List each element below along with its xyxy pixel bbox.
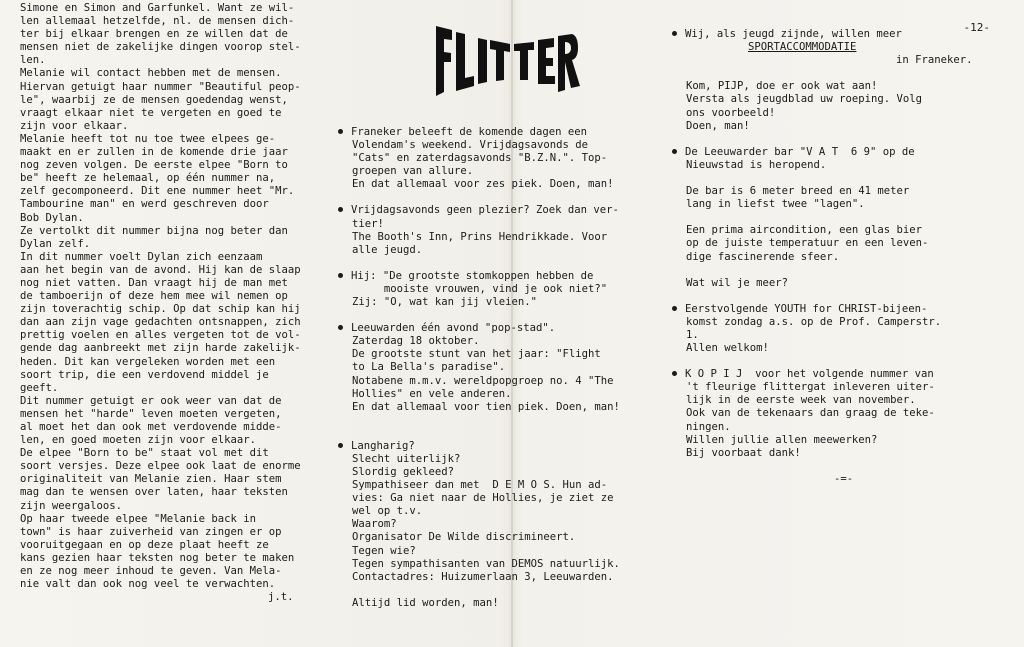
notice-line: The Booth's Inn, Prins Hendrikkade. Voor [352, 230, 608, 243]
notice-line: 1. [686, 328, 699, 341]
notice-line: lang in liefst twee "lagen". [686, 198, 865, 211]
notice-line: Vrijdagsavonds geen plezier? Zoek dan ver- [352, 204, 620, 217]
article-line: gende dag aanbreekt met zijn harde zakelijk- [20, 342, 301, 355]
notice-line: komst zondag a.s. op de Prof. Camperstr. [686, 315, 942, 328]
article-line: Bob Dylan. [20, 211, 84, 224]
article-line: le", waarbij ze de mensen goedendag wenst, [20, 93, 288, 106]
article-line: be" heeft ze helemaal, op één nummer na, [20, 172, 276, 185]
notice-line: alle jeugd. [352, 243, 423, 256]
notice-line: Franeker beleeft de komende dagen een [352, 126, 620, 139]
notice-line: SPORTACCOMMODATIE [748, 41, 857, 54]
article-line: Dylan zelf. [20, 237, 91, 250]
article-line: Simone en Simon and Garfunkel. Want ze wil- [20, 2, 295, 14]
article-line: geeft. [20, 381, 59, 394]
notice-line: 't fleurige flittergat inleveren uiter- [686, 381, 935, 394]
article-line: nie valt dan ook nog veel te verwachten. [20, 578, 276, 591]
article-line: originaliteit van Melanie zien. Haar stem [20, 473, 282, 486]
notice-line: op de juiste temperatuur en een leven- [686, 237, 929, 250]
notice-line: ningen. [686, 420, 731, 433]
notice-line: Een prima aircondition, een glas bier [686, 224, 922, 237]
notice-line: groepen van allure. [352, 165, 474, 178]
notice-line: vies: Ga niet naar de Hollies, je ziet ze [352, 492, 614, 505]
article-line: Op haar tweede elpee "Melanie back in [20, 512, 256, 525]
notice-line: Bij voorbaat dank! [686, 446, 801, 459]
notice-line: Organisator De Wilde discrimineert. [352, 531, 576, 544]
notice-line: Zaterdag 18 oktober. [352, 335, 480, 348]
bullet-icon [672, 306, 677, 311]
left-column [20, 2, 301, 604]
article-line: dan aan zijn vage gedachten ontsnappen, zich [20, 316, 301, 329]
article-line: Melanie wil contact hebben met de mensen. [20, 67, 282, 80]
article-line: prettig voelen en alles vergeten tot de vol- [20, 329, 301, 342]
notice-line: in Franeker. [896, 54, 973, 67]
article-line: en ze nog meer inhoud te geven. Van Mela- [20, 565, 282, 578]
article-line: In dit nummer voelt Dylan zich eenzaam [20, 250, 263, 263]
article-line: nog zeven volgen. De eerste elpee "Born to [20, 159, 288, 172]
notice-line: Wij, als jeugd zijnde, willen meer [686, 28, 973, 41]
notice-line: Contactadres: Huizumerlaan 3, Leeuwarden. [352, 570, 614, 583]
article-line: al moet het dan ook met verdovende midde- [20, 421, 282, 433]
article-line: heden. Dit kan vergeleken worden met een [20, 355, 276, 368]
notice-line: wel op t.v. [352, 505, 423, 518]
notice-line: Volendam's weekend. Vrijdagsavonds de [352, 139, 588, 152]
article-line: soort versjes. Deze elpee ook laat de enorme [20, 460, 301, 473]
notice-line: mooiste vrouwen, vind je ook niet?" [352, 282, 608, 295]
notice-line [686, 67, 973, 80]
page-number: -12- [963, 21, 990, 34]
notice-line: Waarom? [352, 518, 397, 531]
article-line: de tamboerijn of deze hem mee wil nemen op [20, 290, 288, 303]
article-line: Melanie heeft tot nu toe twee elpees ge- [20, 132, 276, 145]
notice-line: K O P I J voor het volgende nummer van [686, 368, 973, 381]
notice-line: Kom, PIJP, doe er ook wat aan! [686, 80, 878, 93]
bullet-icon [338, 129, 343, 134]
notice-line: En dat allemaal voor tien piek. Doen, man! [352, 400, 620, 413]
article-line: Dit nummer getuigt er ook weer van dat de [20, 394, 282, 407]
article-line: nog niet vatten. Dan vraagt hij de man met [20, 276, 288, 289]
article-line: De elpee "Born to be" staat vol met dit [20, 447, 269, 460]
notice-line: De Leeuwarder bar "V A T 6 9" op de [686, 146, 973, 159]
notice-line: Eerstvolgende YOUTH for CHRIST-bijeen- [686, 303, 973, 316]
article-line: len. [20, 54, 46, 67]
closing-mark: -=- [834, 472, 854, 485]
article-line: vooruitgegaan en op deze plaat heeft ze [20, 538, 269, 551]
flitters-logo [434, 20, 586, 102]
notice-line [686, 172, 973, 185]
notice-line: to La Bella's paradise". [352, 361, 506, 374]
article-line: zijn weergaloos. [20, 499, 123, 512]
bullet-icon [338, 325, 343, 330]
article-line: vraagt elkaar niet te vergeten en goed te [20, 106, 282, 119]
article-line: mag dan te wensen over laten, haar teksten [20, 486, 288, 499]
article-line: j.t. [268, 591, 294, 604]
notice-line: De grootste stunt van het jaar: "Flight [352, 348, 601, 361]
notice-line [352, 584, 620, 597]
bullet-icon [672, 149, 677, 154]
notice-line: Notabene m.m.v. wereldpopgroep no. 4 "The [352, 374, 614, 387]
notice-line [686, 264, 973, 277]
notice-line: dige fascinerende sfeer. [686, 250, 840, 263]
article-line: zelf gecomponeerd. Dit ene nummer heet "Mr. [20, 185, 295, 198]
article-line: soort trip, die een verdovend middel je [20, 368, 269, 381]
notice-line: Langharig? [352, 440, 620, 453]
article-line: Ze vertolkt dit nummer bijna nog beter dan [20, 224, 288, 237]
notice-line: Tegen sympathisanten van DEMOS natuurlijk. [352, 557, 620, 570]
notice-line: Hollies" en vele anderen. [352, 387, 512, 400]
article-line: mensen niet de zakelijke dingen voorop stel- [20, 41, 301, 54]
notice-line: Altijd lid worden, man! [352, 596, 499, 609]
article-line: zijn voor elkaar. [20, 119, 129, 132]
article-line: Tambourine man" en werd geschreven door [20, 198, 269, 211]
bullet-icon [338, 207, 343, 212]
notice-line: tier! [352, 217, 384, 230]
bullet-icon [338, 273, 343, 278]
notice-line: Slecht uiterlijk? [352, 452, 461, 465]
notice-line: lijk in de eerste week van november. [686, 394, 916, 407]
logo-text: FLITTERS [510, 100, 515, 101]
notice-line: Allen welkom! [686, 342, 769, 355]
bullet-icon [672, 31, 677, 36]
notice-line: Wat wil je meer? [686, 276, 789, 289]
article-line: len, en goed moeten zijn voor elkaar. [20, 434, 256, 447]
notice-line: Doen, man! [686, 119, 750, 132]
notice-line: Slordig gekleed? [352, 465, 455, 478]
article-line: ter bij elkaar brengen en ze willen dat de [20, 28, 288, 41]
article-line: Hiervan getuigt haar nummer "Beautiful peop- [20, 80, 301, 93]
notice-line: Sympathiseer dan met D E M O S. Hun ad- [352, 479, 608, 492]
notice-line: Willen jullie allen meewerken? [686, 433, 878, 446]
notice-line: Versta als jeugdblad uw roeping. Volg [686, 93, 922, 106]
bullet-icon [672, 371, 677, 376]
notice-line: De bar is 6 meter breed en 41 meter [686, 185, 910, 198]
notice-line: En dat allemaal voor zes piek. Doen, man! [352, 178, 614, 191]
article-line: len allemaal hetzelfde, nl. de mensen dich- [20, 15, 295, 28]
notice-line: Tegen wie? [352, 544, 416, 557]
bullet-icon [338, 443, 343, 448]
notice-line: ons voorbeeld! [686, 106, 776, 119]
notice-line: Ook van de tekenaars dan graag de teke- [686, 407, 935, 420]
notice-line: Hij: "De grootste stomkoppen hebben de [352, 270, 620, 283]
article-line: maakt en er zullen in de komende drie jaar [20, 146, 288, 159]
article-line: kans gezien haar teksten nog beter te maken [20, 551, 295, 564]
article-line: mensen het "harde" leven moeten vergeten, [20, 407, 282, 420]
article-line: zijn toverachtig schip. Op dat schip kan hij [20, 303, 301, 316]
notice-line [686, 211, 973, 224]
right-column [686, 28, 973, 486]
notice-line: Leeuwarden één avond "pop-stad". [352, 322, 620, 335]
middle-column [352, 126, 620, 610]
notice-line: "Cats" en zaterdagsavonds "B.Z.N.". Top- [352, 152, 608, 165]
article-line: aan het begin van de avond. Hij kan de slaap [20, 263, 301, 276]
article-line: town" is haar zuiverheid van zingen er op [20, 525, 282, 538]
notice-line: Nieuwstad is heropend. [686, 158, 827, 171]
notice-line: Zij: "O, wat kan jij vleien." [352, 296, 537, 309]
